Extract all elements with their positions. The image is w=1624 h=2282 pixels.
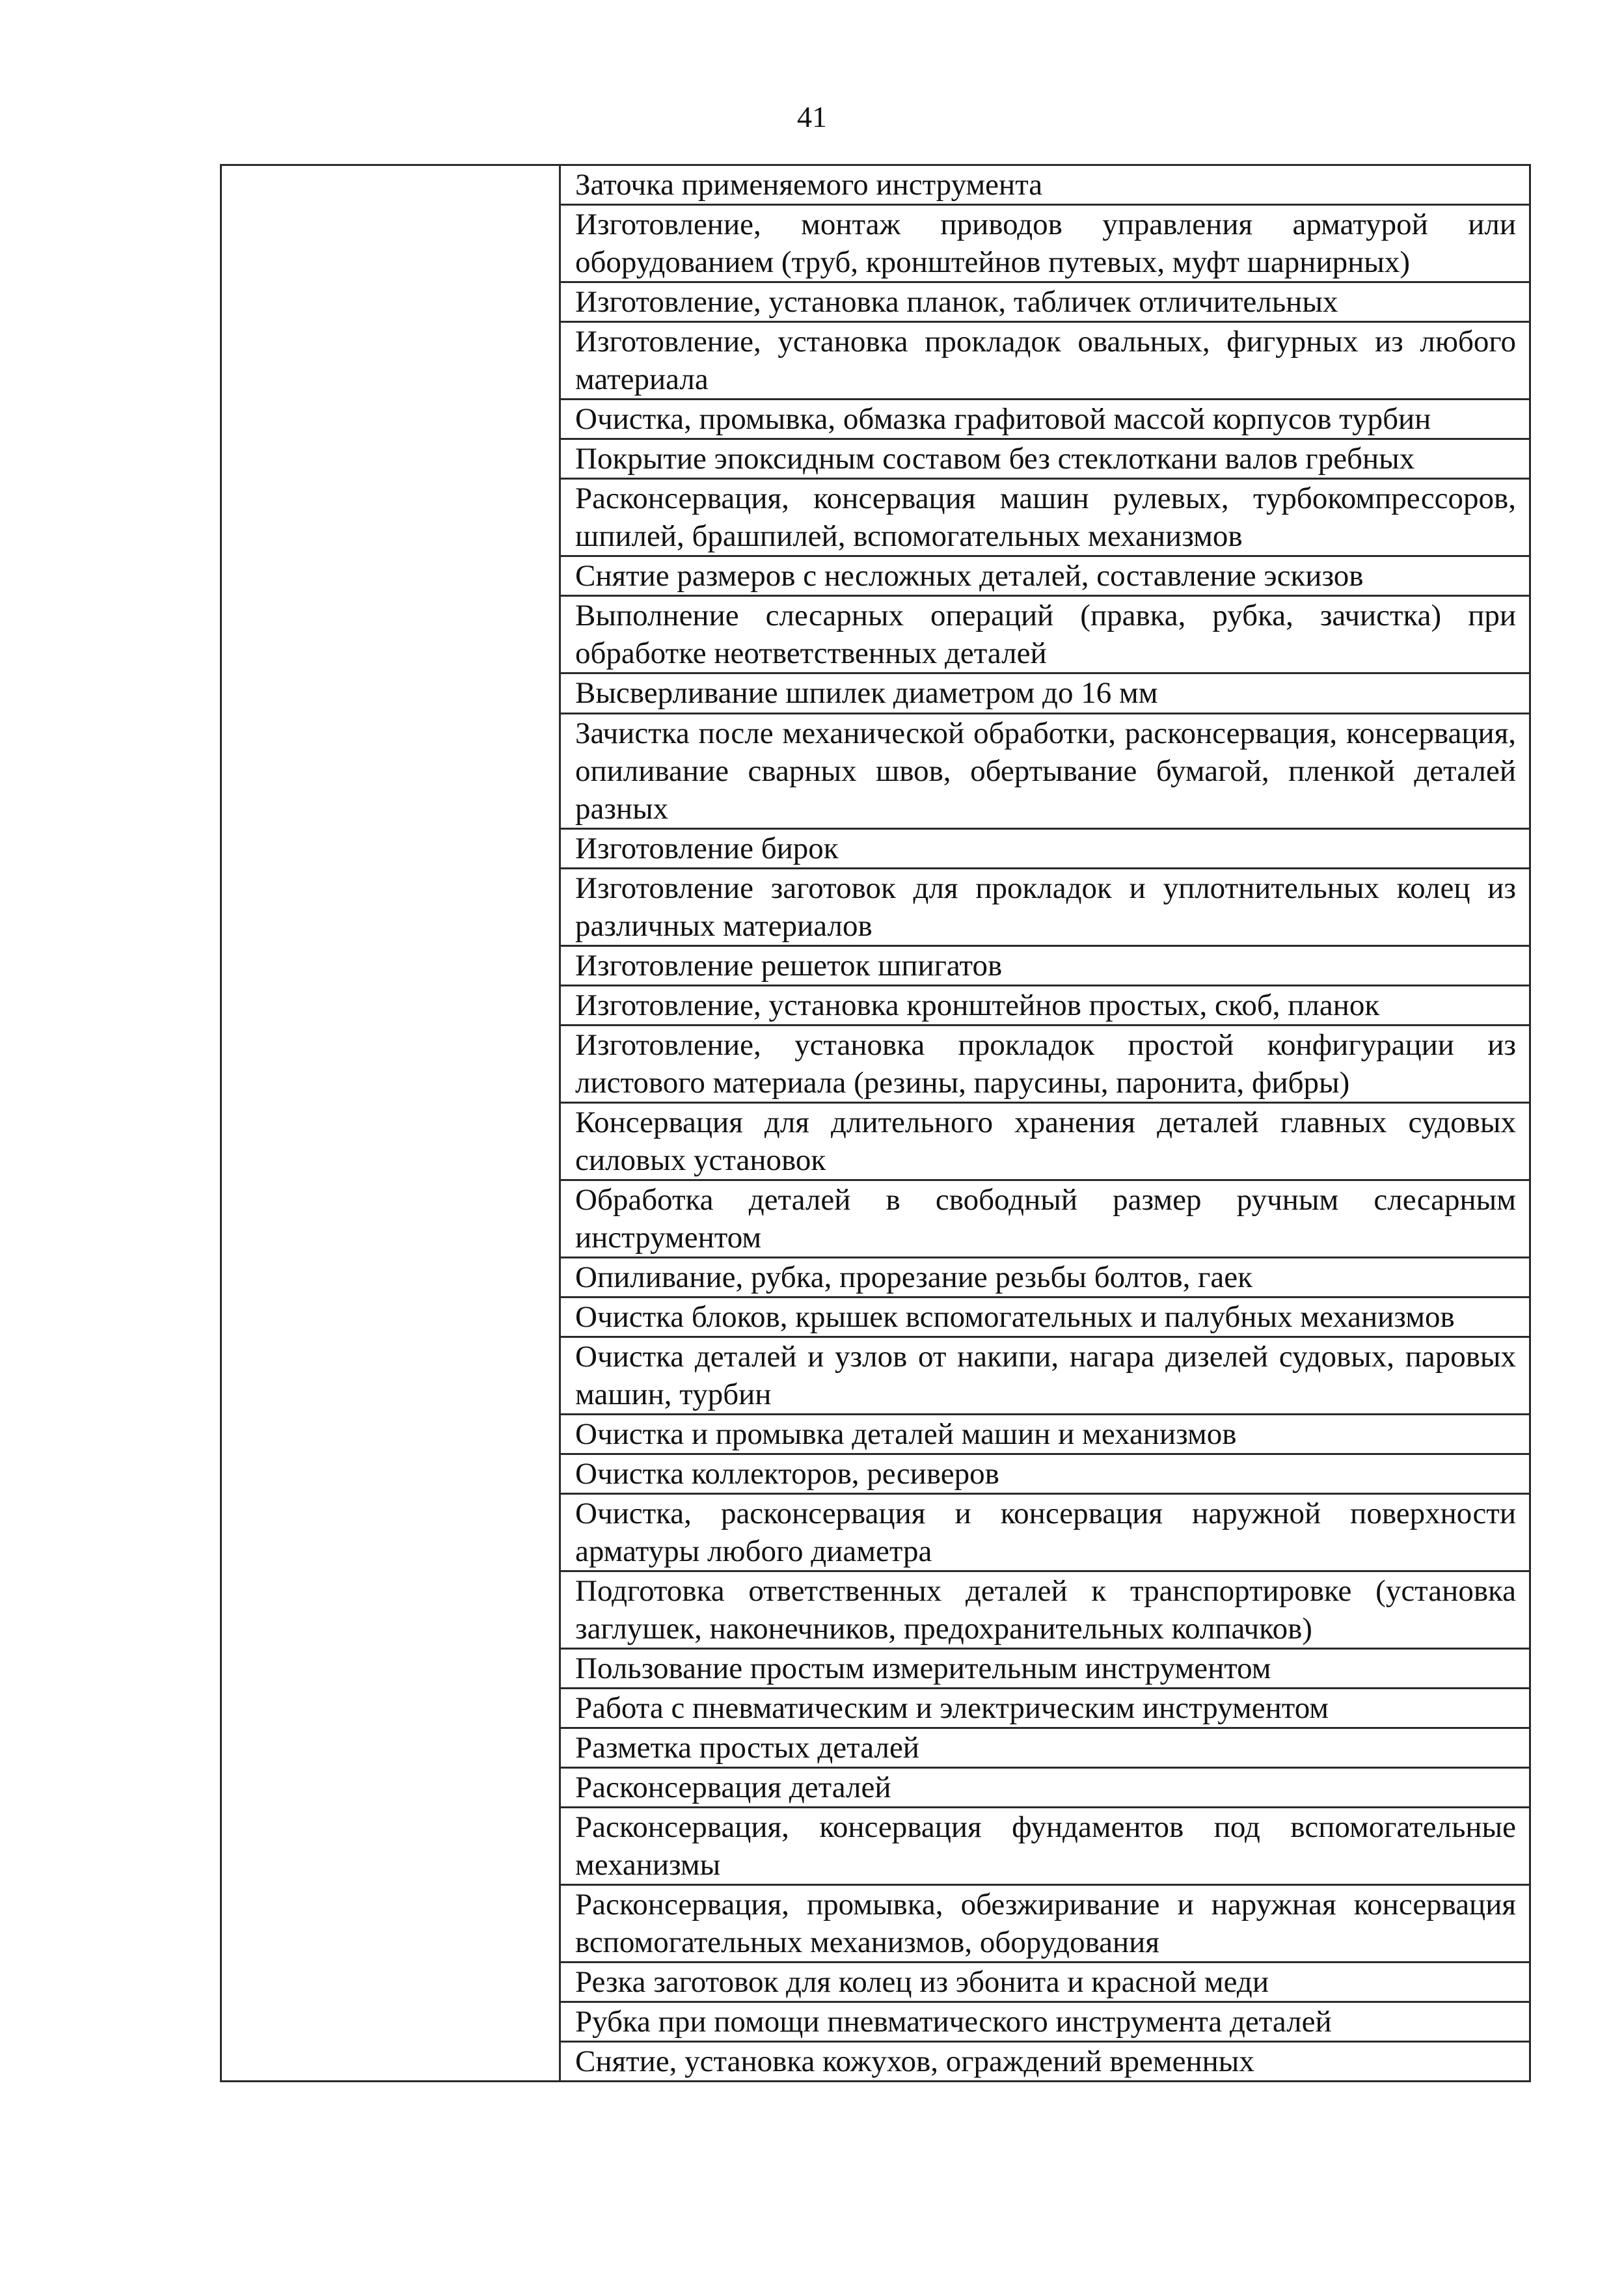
work-item-cell: Рубка при помощи пневматического инструмента деталей bbox=[560, 2002, 1530, 2042]
page-number: 41 bbox=[797, 100, 827, 133]
work-item-cell: Изготовление, установка кронштейнов простых, скоб, планок bbox=[560, 986, 1530, 1026]
work-item-cell: Покрытие эпоксидным составом без стеклоткани валов гребных bbox=[560, 439, 1530, 479]
work-item-cell: Очистка и промывка деталей машин и механизмов bbox=[560, 1415, 1530, 1454]
work-item-cell: Консервация для длительного хранения деталей главных судовых силовых установок bbox=[560, 1103, 1530, 1180]
work-item-cell: Снятие размеров с несложных деталей, составление эскизов bbox=[560, 556, 1530, 596]
work-item-cell: Изготовление, установка прокладок овальных, фигурных из любого материала bbox=[560, 322, 1530, 400]
work-item-cell: Изготовление, установка планок, табличек отличительных bbox=[560, 282, 1530, 322]
work-item-cell: Очистка, промывка, обмазка графитовой массой корпусов турбин bbox=[560, 400, 1530, 439]
work-item-cell: Заточка применяемого инструмента bbox=[560, 165, 1530, 205]
work-item-cell: Изготовление заготовок для прокладок и уплотнительных колец из различных материалов bbox=[560, 869, 1530, 946]
work-item-cell: Очистка деталей и узлов от накипи, нагара дизелей судовых, паровых машин, турбин bbox=[560, 1337, 1530, 1415]
work-item-cell: Снятие, установка кожухов, ограждений временных bbox=[560, 2042, 1530, 2082]
work-item-cell: Высверливание шпилек диаметром до 16 мм bbox=[560, 673, 1530, 714]
work-item-cell: Выполнение слесарных операций (правка, рубка, зачистка) при обработке неответственных деталей bbox=[560, 596, 1530, 673]
work-item-cell: Изготовление решеток шпигатов bbox=[560, 946, 1530, 986]
work-item-cell: Разметка простых деталей bbox=[560, 1728, 1530, 1768]
work-item-cell: Расконсервация деталей bbox=[560, 1768, 1530, 1808]
work-item-cell: Зачистка после механической обработки, расконсервация, консервация, опиливание сварных швов, обертывание бумагой, пленкой деталей разных bbox=[560, 714, 1530, 829]
left-column-cell bbox=[221, 165, 560, 2082]
table-row bbox=[221, 165, 1530, 205]
work-item-cell: Изготовление бирок bbox=[560, 829, 1530, 869]
work-item-cell: Пользование простым измерительным инструментом bbox=[560, 1649, 1530, 1689]
work-item-cell: Очистка блоков, крышек вспомогательных и палубных механизмов bbox=[560, 1297, 1530, 1337]
work-list-table bbox=[220, 164, 1531, 2082]
work-item-cell: Изготовление, монтаж приводов управления арматурой или оборудованием (труб, кронштейнов путевых, муфт шарнирных) bbox=[560, 205, 1530, 282]
work-item-cell: Очистка, расконсервация и консервация наружной поверхности арматуры любого диаметра bbox=[560, 1494, 1530, 1571]
work-item-cell: Работа с пневматическим и электрическим инструментом bbox=[560, 1689, 1530, 1728]
work-item-cell: Расконсервация, промывка, обезжиривание и наружная консервация вспомогательных механизмов, оборудования bbox=[560, 1885, 1530, 1963]
work-item-cell: Резка заготовок для колец из эбонита и красной меди bbox=[560, 1963, 1530, 2002]
work-item-cell: Обработка деталей в свободный размер ручным слесарным инструментом bbox=[560, 1180, 1530, 1258]
work-item-cell: Изготовление, установка прокладок простой конфигурации из листового материала (резины, парусины, паронита, фибры) bbox=[560, 1026, 1530, 1103]
table-body bbox=[221, 165, 1530, 2082]
work-item-cell: Подготовка ответственных деталей к транспортировке (установка заглушек, наконечников, предохранительных колпачков) bbox=[560, 1571, 1530, 1649]
work-item-cell: Расконсервация, консервация машин рулевых, турбокомпрессоров, шпилей, брашпилей, вспомогательных механизмов bbox=[560, 479, 1530, 556]
work-item-cell: Опиливание, рубка, прорезание резьбы болтов, гаек bbox=[560, 1258, 1530, 1297]
work-item-cell: Расконсервация, консервация фундаментов под вспомогательные механизмы bbox=[560, 1808, 1530, 1885]
work-item-cell: Очистка коллекторов, ресиверов bbox=[560, 1454, 1530, 1494]
